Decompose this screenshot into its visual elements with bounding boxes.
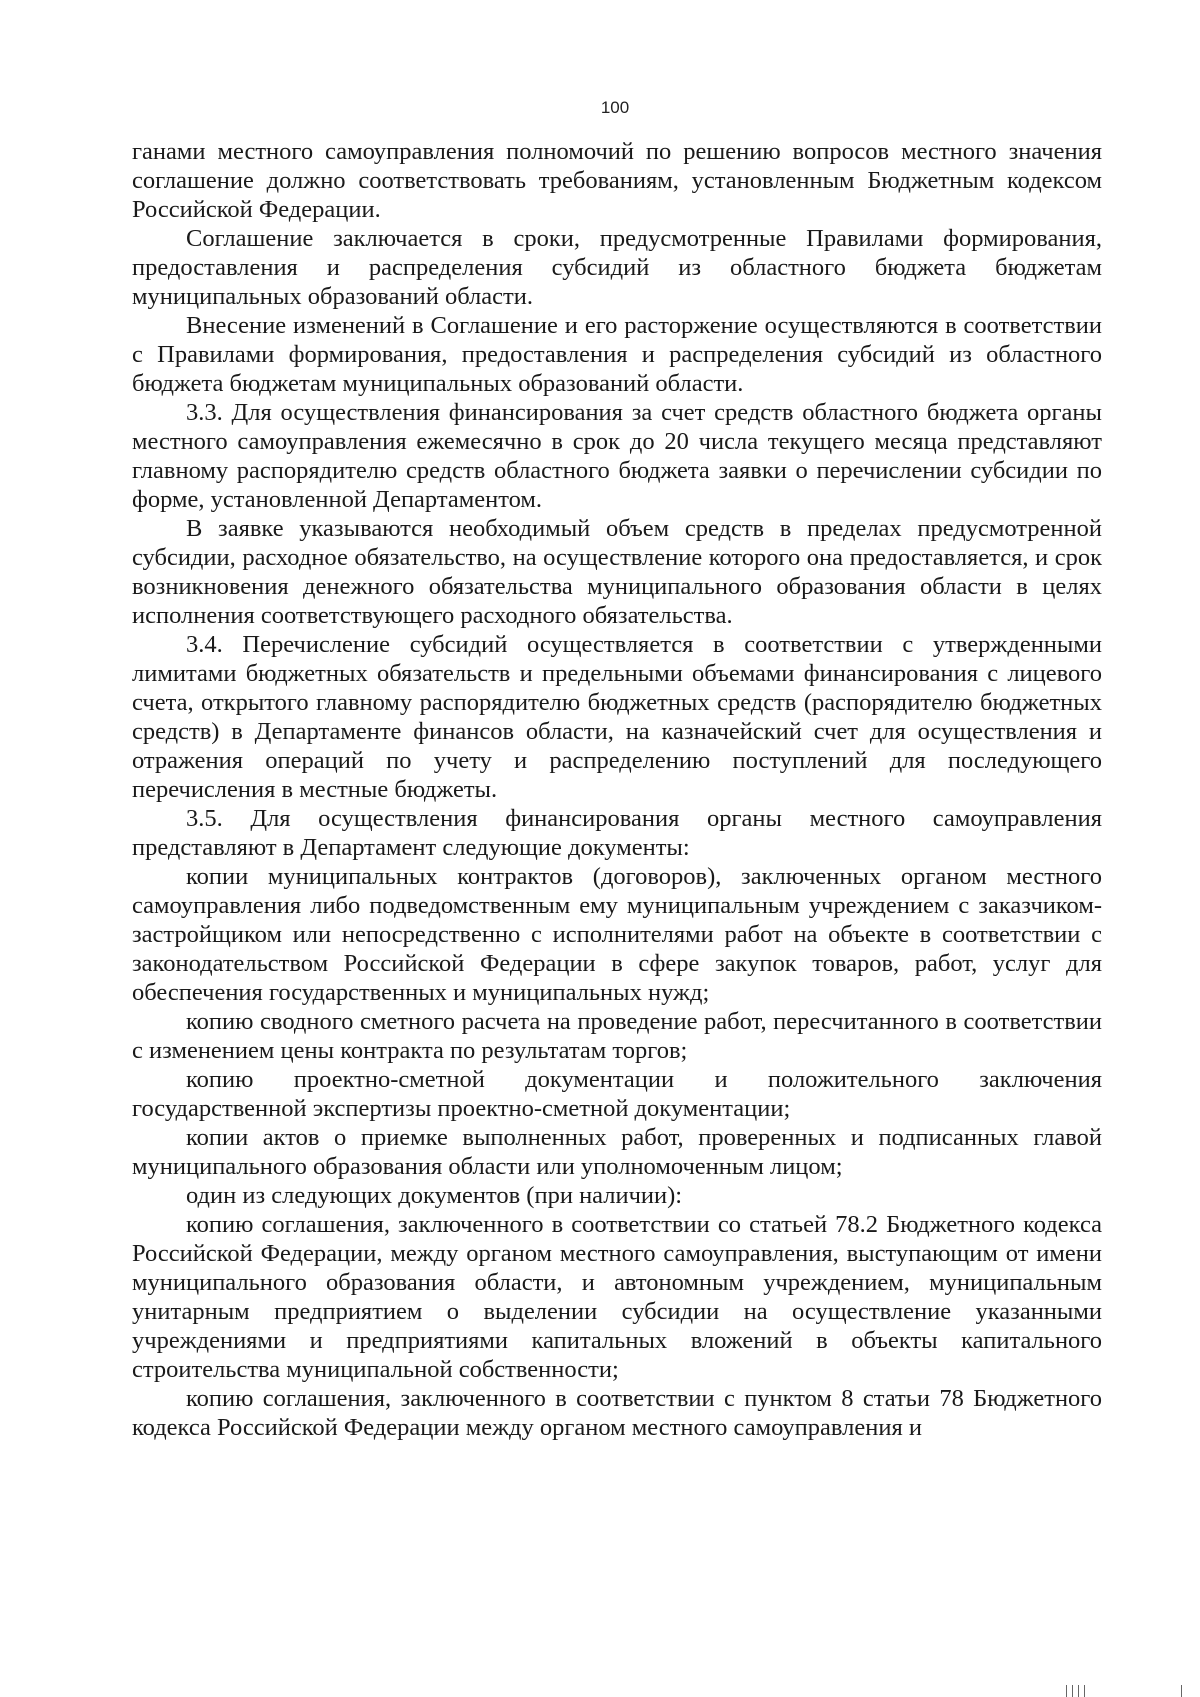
paragraph-section-3-5: 3.5. Для осуществления финансирования органы местного самоуправления представляют в Департамент следующие документы:	[132, 805, 1102, 861]
paragraph-section-3-3: 3.3. Для осуществления финансирования за счет средств областного бюджета органы местного самоуправления ежемесячно в срок до 20 числа текущего месяца представляют главному распорядителю средств областного бюджета заявки о перечислении субсидии по форме, установленной Департаментом.	[132, 399, 1102, 513]
paragraph-application-content: В заявке указываются необходимый объем средств в пределах предусмотренной субсидии, расходное обязательство, на осуществление которого она предоставляется, и срок возникновения денежного обязательства муниципального образования области в целях исполнения соответствующего расходного обязательства.	[132, 515, 1102, 629]
list-item-acceptance-acts: копии актов о приемке выполненных работ, проверенных и подписанных главой муниципального образования области или уполномоченным лицом;	[132, 1124, 1102, 1180]
page-number: 100	[600, 98, 630, 117]
paragraph-agreement-terms: Соглашение заключается в сроки, предусмотренные Правилами формирования, предоставления и распределения субсидий из областного бюджета бюджетам муниципальных образований области.	[132, 225, 1102, 310]
list-item-one-of-documents: один из следующих документов (при наличии):	[186, 1182, 683, 1209]
list-item-design-documentation: копию проектно-сметной документации и положительного заключения государственной экспертизы проектно-сметной документации;	[132, 1066, 1102, 1122]
list-item-contracts: копии муниципальных контрактов (договоров), заключенных органом местного самоуправления либо подведомственным ему муниципальным учреждением с заказчиком-застройщиком или непосредственно с исполнителями работ на объекте в соответствии с законодательством Российской Федерации в сфере закупок товаров, работ, услуг для обеспечения государственных и муниципальных нужд;	[132, 863, 1102, 1006]
scan-mark	[1066, 1685, 1067, 1697]
scan-mark	[1078, 1685, 1079, 1697]
paragraph-section-3-4: 3.4. Перечисление субсидий осуществляется в соответствии с утвержденными лимитами бюджетных обязательств и предельными объемами финансирования с лицевого счета, открытого главному распорядителю бюджетных средств (распорядителю бюджетных средств) в Департаменте финансов области, на казначейский счет для осуществления и отражения операций по учету и распределению поступлений для последующего перечисления в местные бюджеты.	[132, 631, 1102, 803]
scan-mark	[1084, 1685, 1085, 1697]
scan-edge-marks	[1066, 1683, 1100, 1697]
list-item-estimate: копию сводного сметного расчета на проведение работ, пересчитанного в соответствии с изменением цены контракта по результатам торгов;	[132, 1008, 1102, 1064]
paragraph-agreement-changes: Внесение изменений в Соглашение и его расторжение осуществляются в соответствии с Правилами формирования, предоставления и распределения субсидий из областного бюджета бюджетам муниципальных образований области.	[132, 312, 1102, 397]
scan-mark	[1072, 1685, 1073, 1697]
document-body	[132, 137, 1102, 1442]
paragraph-continuation: ганами местного самоуправления полномочий по решению вопросов местного значения соглашение должно соответствовать требованиям, установленным Бюджетным кодексом Российской Федерации.	[132, 138, 1102, 223]
scan-edge-mark	[1181, 1685, 1182, 1697]
list-item-agreement-78-2: копию соглашения, заключенного в соответствии со статьей 78.2 Бюджетного кодекса Российской Федерации, между органом местного самоуправления, выступающим от имени муниципального образования области, и автономным учреждением, муниципальным унитарным предприятием о выделении субсидии на осуществление указанными учреждениями и предприятиями капитальных вложений в объекты капитального строительства муниципальной собственности;	[132, 1211, 1102, 1383]
list-item-agreement-78-8: копию соглашения, заключенного в соответствии с пунктом 8 статьи 78 Бюджетного кодекса Российской Федерации между органом местного самоуправления и	[132, 1385, 1102, 1441]
